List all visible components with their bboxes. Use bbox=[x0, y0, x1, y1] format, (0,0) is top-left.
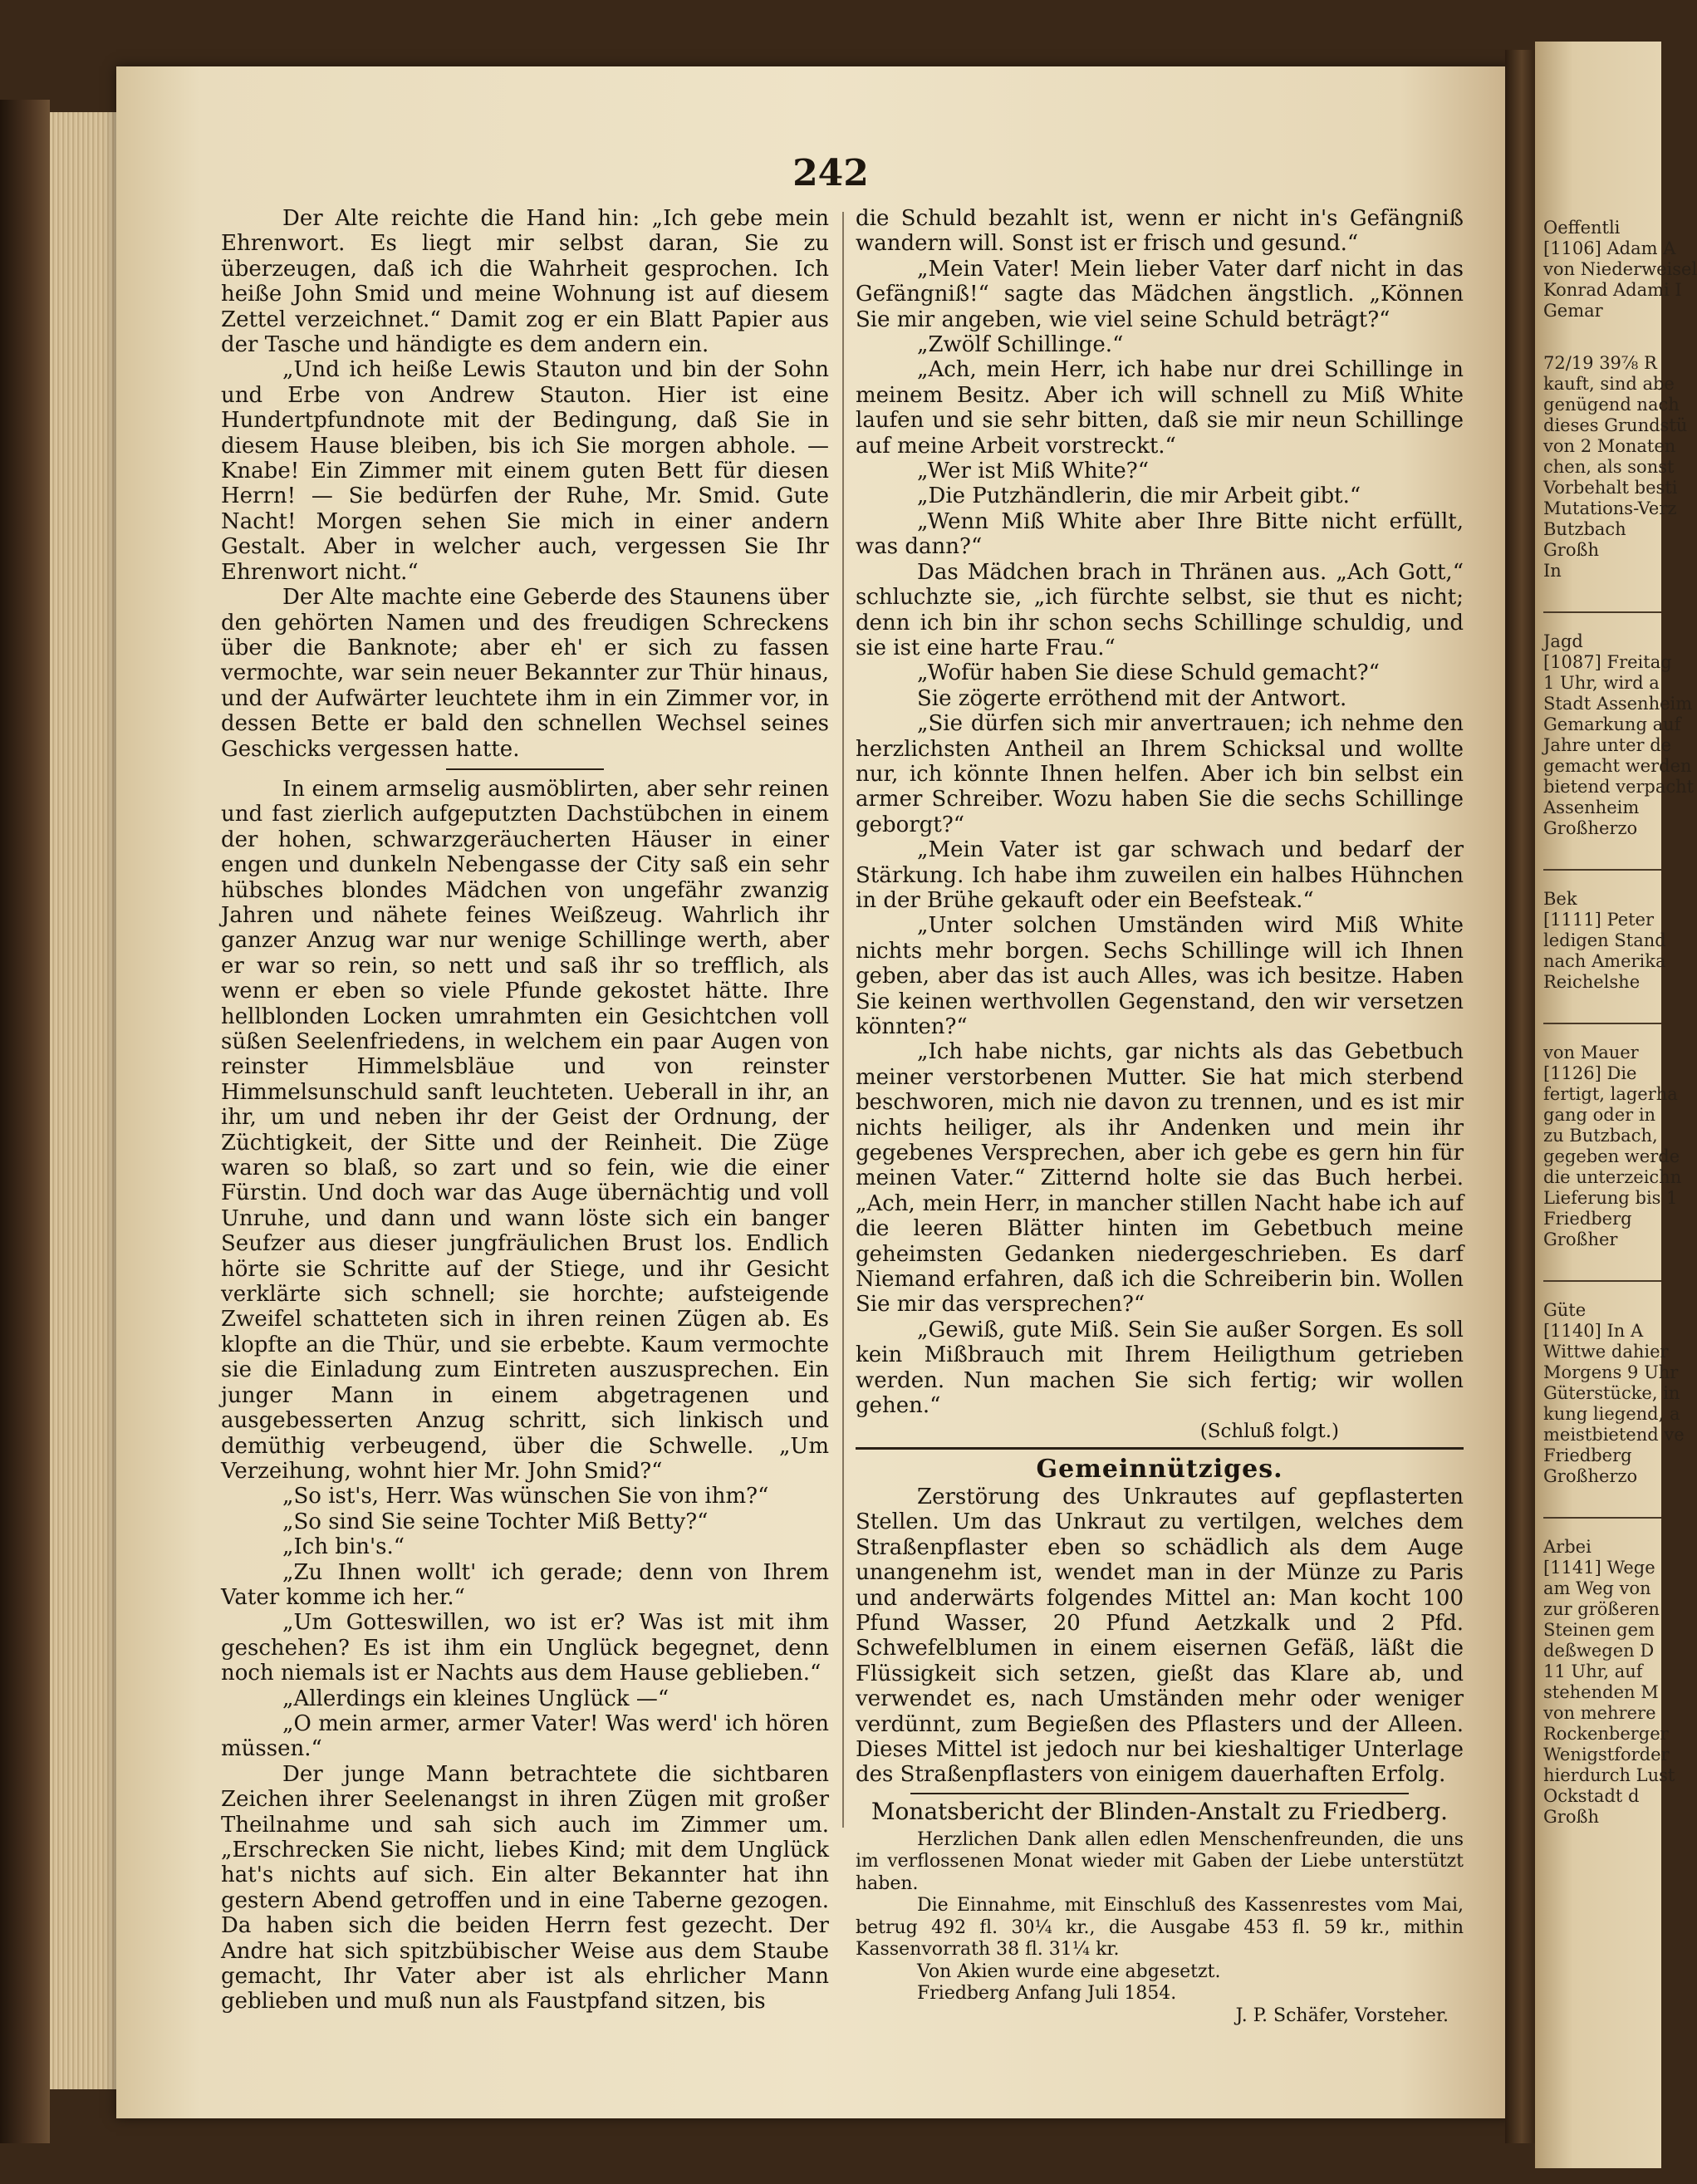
adjacent-page-fragment: am Weg von bbox=[1543, 1578, 1651, 1598]
paragraph: Der Alte machte eine Geberde des Staunens über den gehörten Namen und des freudigen Schreckens über die Banknote; aber eh' er sich zu fassen vermochte, war sein neuer Bekannter zur Thür hinaus, und der Aufwärter leuchtete ihm in ein Zimmer vor, in dessen Bette er bald den schnellen Wechsel seines Geschicks vergessen hatte. bbox=[221, 585, 829, 762]
adjacent-page-fragment: kung liegend, a bbox=[1543, 1404, 1680, 1424]
adjacent-page-fragment: von 2 Monaten bbox=[1543, 436, 1676, 456]
adjacent-page-fragment: Lieferung bis 1 bbox=[1543, 1188, 1678, 1208]
report-dateline: Friedberg Anfang Juli 1854. bbox=[917, 1983, 1177, 2005]
adjacent-page-fragment: Großherzo bbox=[1543, 1466, 1638, 1486]
paragraph: „So ist's, Herr. Was wünschen Sie von ihm?“ bbox=[282, 1484, 769, 1509]
adjacent-page-fragment: Stadt Assenheim bbox=[1543, 694, 1693, 714]
paragraph: „Die Putzhändlerin, die mir Arbeit gibt.“ bbox=[917, 483, 1361, 509]
paragraph: die Schuld bezahlt ist, wenn er nicht in's Gefängniß wandern will. Sonst ist er frisch und gesund.“ bbox=[856, 206, 1464, 257]
adjacent-page-fragment: 1 Uhr, wird a bbox=[1543, 673, 1660, 693]
adjacent-page-fragment: [1126] Die bbox=[1543, 1063, 1637, 1083]
adjacent-page-fragment: von Niederweisel bbox=[1543, 259, 1697, 279]
adjacent-page-fragment: bietend verpacht bbox=[1543, 777, 1695, 797]
adjacent-page-fragment: Jahre unter de bbox=[1543, 735, 1672, 755]
adjacent-page-fragment: Bek bbox=[1543, 889, 1577, 909]
adjacent-page-fragment: fertigt, lagerha bbox=[1543, 1084, 1678, 1104]
adjacent-page-fragment: Güte bbox=[1543, 1300, 1587, 1320]
adjacent-page-fragment: Morgens 9 Uhr bbox=[1543, 1362, 1679, 1382]
paragraph: „Ich bin's.“ bbox=[282, 1534, 405, 1560]
adjacent-page-fragment: meistbietend ve bbox=[1543, 1425, 1685, 1445]
adjacent-page-fragment: Reichelshe bbox=[1543, 972, 1641, 992]
paragraph: „Mein Vater ist gar schwach und bedarf der Stärkung. Ich habe ihm zuweilen ein halbes Hühnchen in der Brühe gekauft oder ein Beefsteak.“ bbox=[856, 837, 1464, 913]
adjacent-page-fragment: [1111] Peter bbox=[1543, 910, 1655, 930]
adjacent-page-fragment: Wenigstforder bbox=[1543, 1745, 1670, 1764]
left-column bbox=[221, 206, 829, 2015]
adjacent-page-fragment: von Mauer bbox=[1543, 1043, 1639, 1063]
section-rule bbox=[910, 1793, 1409, 1794]
article-text: Zerstörung des Unkrautes auf gepflasterten Stellen. Um das Unkraut zu vertilgen, welches dem Straßenpflaster eben so schädlich als dem Auge unangenehm ist, wendet man in der Münze zu Paris und anderwärts folgendes Mittel an: Man kocht 100 Pfund Wasser, 20 Pfund Aetzkalk und 2 Pfd. Schwefelblumen in einem eisernen Gefäß, läßt die Flüssigkeit sich setzen, gießt das Klare ab, und verwendet es, nach Umständen mehr oder weniger verdünnt, zum Begießen des Pflasters und der Alleen. Dieses Mittel ist jedoch nur bei kieshaltiger Unterlage des Straßenpflasters von einigem dauerhaften Erfolg. bbox=[856, 1484, 1464, 1788]
section-rule bbox=[856, 1447, 1464, 1450]
paragraph: „Um Gotteswillen, wo ist er? Was ist mit ihm geschehen? Es ist ihm ein Unglück begegnet, denn noch niemals ist er Nachts aus dem Hause geblieben.“ bbox=[221, 1610, 829, 1686]
right-column bbox=[856, 206, 1464, 2027]
adjacent-page-fragment: chen, als sonst bbox=[1543, 457, 1675, 477]
page-edges bbox=[50, 112, 120, 2089]
adjacent-page-fragment: Großher bbox=[1543, 1229, 1618, 1249]
adjacent-page-rule bbox=[1543, 1280, 1661, 1282]
adjacent-page-fragment: dieses Grundstü bbox=[1543, 415, 1688, 435]
paragraph: Das Mädchen brach in Thränen aus. „Ach Gott,“ schluchzte sie, „ich fürchte selbst, sie thut es nicht; denn ich bin ihr schon sechs Schillinge schuldig, und sie ist eine harte Frau.“ bbox=[856, 559, 1464, 660]
paragraph: Der junge Mann betrachtete die sichtbaren Zeichen ihrer Seelenangst in ihren Zügen mit großer Theilnahme und sah sich auch im Zimmer um. „Erschrecken Sie nicht, liebes Kind; mit dem Unglück hat's nichts auf sich. Ein alter Bekannter hat ihn gestern Abend getroffen und in eine Taberne gezogen. Da haben sich die beiden Herrn fest gezecht. Der Andre hat sich spitzbübischer Weise aus dem Staube gemacht, Ihr Vater aber ist als ehrlicher Mann geblieben und muß nun als Faustpfand sitzen, bis bbox=[221, 1761, 829, 2015]
adjacent-page-fragment: [1106] Adam A bbox=[1543, 238, 1676, 258]
paragraph: „So sind Sie seine Tochter Miß Betty?“ bbox=[282, 1509, 709, 1534]
report-heading: Monatsbericht der Blinden-Anstalt zu Friedberg. bbox=[871, 1797, 1449, 1825]
adjacent-page-fragment: 72/19 39⅞ R bbox=[1543, 353, 1657, 373]
adjacent-page-fragment: gegeben werde bbox=[1543, 1146, 1680, 1166]
paragraph: „Allerdings ein kleines Unglück —“ bbox=[282, 1686, 669, 1711]
adjacent-page-rule bbox=[1543, 1517, 1661, 1519]
adjacent-page-fragment: Gemar bbox=[1543, 301, 1603, 321]
adjacent-page-fragment: Butzbach bbox=[1543, 519, 1626, 539]
report-paragraph: Von Akien wurde eine abgesetzt. bbox=[917, 1961, 1221, 1982]
adjacent-page-fragment: Wittwe dahier bbox=[1543, 1342, 1669, 1362]
paragraph: „Unter solchen Umständen wird Miß White nichts mehr borgen. Sechs Schillinge will ich Ihnen geben, aber das ist auch Alles, was ich besitze. Haben Sie keinen werthvollen Gegenstand, den wir versetzen könnten?“ bbox=[856, 913, 1464, 1039]
adjacent-page-fragment: [1140] In A bbox=[1543, 1321, 1644, 1341]
adjacent-page-fragment: zu Butzbach, bbox=[1543, 1126, 1658, 1146]
adjacent-page-rule bbox=[1543, 869, 1661, 871]
adjacent-page-fragment: Mutations-Verz bbox=[1543, 498, 1677, 518]
report-paragraph: Die Einnahme, mit Einschluß des Kassenrestes vom Mai, betrug 492 fl. 30¼ kr., die Ausgabe 453 fl. 59 kr., mithin Kassenvorrath 38 fl. 31¼ kr. bbox=[856, 1895, 1464, 1961]
adjacent-page-fragment: Assenheim bbox=[1543, 798, 1640, 817]
report-signoff: J. P. Schäfer, Vorsteher. bbox=[1235, 2005, 1449, 2026]
adjacent-page-fragment: Ockstadt d bbox=[1543, 1786, 1640, 1806]
paragraph: In einem armselig ausmöblirten, aber sehr reinen und fast zierlich aufgeputzten Dachstübchen in einem der hohen, schwarzgeräucherten Häuser in einer engen und dunkeln Nebengasse der City saß ein sehr hübsches blondes Mädchen von ungefähr zwanzig Jahren und nähete feines Weißzeug. Wahrlich ihr ganzer Anzug war nur wenige Schillinge werth, aber er war so rein, so nett und saß ihr so trefflich, als wenn er eben so viele Pfunde gekostet hätte. Ihre hellblonden Locken umrahmten ein Gesichtchen voll süßen Seelenfriedens, in welchem ein paar Augen von reinster Himmelsbläue und von reinster Himmelsunschuld sanft leuchteten. Ueberall in ihr, an ihr, um und neben ihr der Geist der Ordnung, der Züchtigkeit, der Sitte und der Reinheit. Die Züge waren so blaß, so zart und so fein, wie die einer Fürstin. Und doch war das Auge übernächtig und voll Unruhe, und dann und wann löste sich ein banger Seufzer aus dieser jungfräulichen Brust los. Endlich hörte sie Schritte auf der Stiege, und ihr Gesicht verklärte sich schnell; sie horchte; aufsteigende Zweifel schatteten sich in ihren reinen Zügen ab. Es klopfte an die Thür, und sie erbebte. Kaum vermochte sie die Einladung zum Eintreten auszusprechen. Ein junger Mann in einem abgetragenen und ausgebesserten Anzug schritt, sich linkisch und demüthig verbeugend, über die Schwelle. „Um Verzeihung, wohnt hier Mr. John Smid?“ bbox=[221, 776, 829, 1484]
adjacent-page-fragment: Arbei bbox=[1543, 1537, 1592, 1557]
adjacent-page-fragment: genügend nach bbox=[1543, 395, 1680, 415]
adjacent-page-rule bbox=[1543, 1023, 1661, 1024]
paragraph: „Wofür haben Sie diese Schuld gemacht?“ bbox=[917, 660, 1380, 686]
adjacent-page-fragment: kauft, sind abe bbox=[1543, 374, 1675, 394]
report-body bbox=[856, 1829, 1464, 2028]
adjacent-page-fragment: Oeffentli bbox=[1543, 218, 1621, 238]
adjacent-page-fragment: die unterzeichn bbox=[1543, 1167, 1682, 1187]
adjacent-page-fragment: gang oder in bbox=[1543, 1105, 1656, 1125]
adjacent-page-fragment: Steinen gem bbox=[1543, 1620, 1655, 1640]
paragraph: Sie zögerte erröthend mit der Antwort. bbox=[917, 685, 1347, 711]
paragraph: „Gewiß, gute Miß. Sein Sie außer Sorgen. Es soll kein Mißbrauch mit Ihrem Heiligthum getrieben werden. Nun machen Sie sich fertig; wir wollen gehen.“ bbox=[856, 1317, 1464, 1419]
paragraph: „Zu Ihnen wollt' ich gerade; denn von Ihrem Vater komme ich her.“ bbox=[221, 1559, 829, 1610]
paragraph: „Und ich heiße Lewis Stauton und bin der Sohn und Erbe von Andrew Stauton. Hier ist eine Hundertpfundnote mit der Bedingung, daß Sie in diesem Hause bleiben, bis ich Sie morgen abhole. — Knabe! Ein Zimmer mit einem guten Bett für diesen Herrn! — Sie bedürfen der Ruhe, Mr. Smid. Gute Nacht! Morgen sehen Sie mich in einer andern Gestalt. Aber in welcher auch, vergessen Sie Ihr Ehrenwort nicht.“ bbox=[221, 357, 829, 585]
adjacent-page-fragment: Friedberg bbox=[1543, 1445, 1632, 1465]
paragraph: „Zwölf Schillinge.“ bbox=[917, 332, 1124, 358]
book-gutter bbox=[1505, 50, 1538, 2143]
adjacent-page-fragment: deßwegen D bbox=[1543, 1641, 1655, 1661]
adjacent-page-fragment: gemacht werden bbox=[1543, 756, 1692, 776]
adjacent-page-fragment: Jagd bbox=[1543, 631, 1583, 651]
adjacent-page-fragment: In bbox=[1543, 561, 1562, 581]
adjacent-page-fragment: nach Amerika bbox=[1543, 951, 1666, 971]
book-spine bbox=[0, 100, 50, 2143]
adjacent-page-fragment: zur größeren bbox=[1543, 1599, 1660, 1619]
report-paragraph: Herzlichen Dank allen edlen Menschenfreunden, die uns im verflossenen Monat wieder mit Gaben der Liebe unterstützt haben. bbox=[856, 1828, 1464, 1894]
continued-note: (Schluß folgt.) bbox=[1199, 1420, 1339, 1442]
adjacent-page-fragment: [1087] Freitag bbox=[1543, 652, 1672, 672]
adjacent-page-fragment: Gemarkung auf bbox=[1543, 714, 1681, 734]
adjacent-page-fragment: stehenden M bbox=[1543, 1682, 1659, 1702]
paragraph: „Ach, mein Herr, ich habe nur drei Schillinge in meinem Besitz. Aber ich will schnell zu Miß White laufen und sie sehr bitten, daß sie mir neun Schillinge auf meine Arbeit vorstreckt.“ bbox=[856, 357, 1464, 459]
adjacent-page-fragment: ledigen Stand bbox=[1543, 930, 1666, 950]
page-number: 242 bbox=[792, 152, 869, 194]
adjacent-page-fragment: 11 Uhr, auf bbox=[1543, 1661, 1643, 1681]
paragraph: Der Alte reichte die Hand hin: „Ich gebe mein Ehrenwort. Es liegt mir selbst daran, Sie zu überzeugen, daß ich die Wahrheit gesprochen. Ich heiße John Smid und meine Wohnung ist auf diesem Zettel verzeichnet.“ Damit zog er ein Blatt Papier aus der Tasche und händigte es dem andern ein. bbox=[221, 206, 829, 358]
adjacent-page-fragment: Rockenberger bbox=[1543, 1724, 1669, 1744]
paragraph: „Sie dürfen sich mir anvertrauen; ich nehme den herzlichsten Antheil an Ihrem Schicksal und wollte nur, ich könnte Ihnen helfen. Aber ich bin selbst ein armer Schreiber. Wozu haben Sie die sechs Schillinge geborgt?“ bbox=[856, 711, 1464, 837]
paragraph: „Wenn Miß White aber Ihre Bitte nicht erfüllt, was dann?“ bbox=[856, 508, 1464, 560]
adjacent-page-fragment: Konrad Adami I bbox=[1543, 280, 1682, 300]
adjacent-page-fragment: Friedberg bbox=[1543, 1209, 1632, 1229]
section-heading: Gemeinnütziges. bbox=[1036, 1454, 1283, 1484]
paragraph: „O mein armer, armer Vater! Was werd' ich hören müssen.“ bbox=[221, 1710, 829, 1762]
adjacent-page-fragment: Großherzo bbox=[1543, 818, 1638, 838]
paragraph: „Mein Vater! Mein lieber Vater darf nicht in das Gefängniß!“ sagte das Mädchen ängstlich. „Können Sie mir angeben, wie viel seine Schuld beträgt?“ bbox=[856, 256, 1464, 332]
adjacent-page-fragment: Güterstücke, in bbox=[1543, 1383, 1680, 1403]
column-divider bbox=[842, 212, 844, 1828]
adjacent-page-fragment: Vorbehalt besti bbox=[1543, 478, 1678, 498]
paragraph: „Ich habe nichts, gar nichts als das Gebetbuch meiner verstorbenen Mutter. Sie hat mich sterbend beschworen, mich nie davon zu trennen, und es ist mir nichts heiliger, als ihr Andenken und mein ihr gegebenes Versprechen, aber ich gebe es gern hin für meinen Vater.“ Zitternd holte sie das Buch herbei. „Ach, mein Herr, in mancher stillen Nacht habe ich auf die leeren Blätter hinten im Gebetbuch meine geheimsten Gedanken niedergeschrieben. Es darf Niemand erfahren, daß ich die Schreiberin bin. Wollen Sie mir das versprechen?“ bbox=[856, 1039, 1464, 1318]
adjacent-page-fragment: [1141] Wege bbox=[1543, 1558, 1655, 1578]
paragraph: „Wer ist Miß White?“ bbox=[917, 459, 1150, 484]
adjacent-page-rule bbox=[1543, 611, 1661, 613]
adjacent-page-fragment: Großh bbox=[1543, 540, 1600, 560]
adjacent-page-fragment: Großh bbox=[1543, 1807, 1600, 1827]
section-divider bbox=[446, 768, 604, 770]
adjacent-page-fragment: hierdurch Lust bbox=[1543, 1765, 1675, 1785]
adjacent-page-fragment: von mehrere bbox=[1543, 1703, 1656, 1723]
